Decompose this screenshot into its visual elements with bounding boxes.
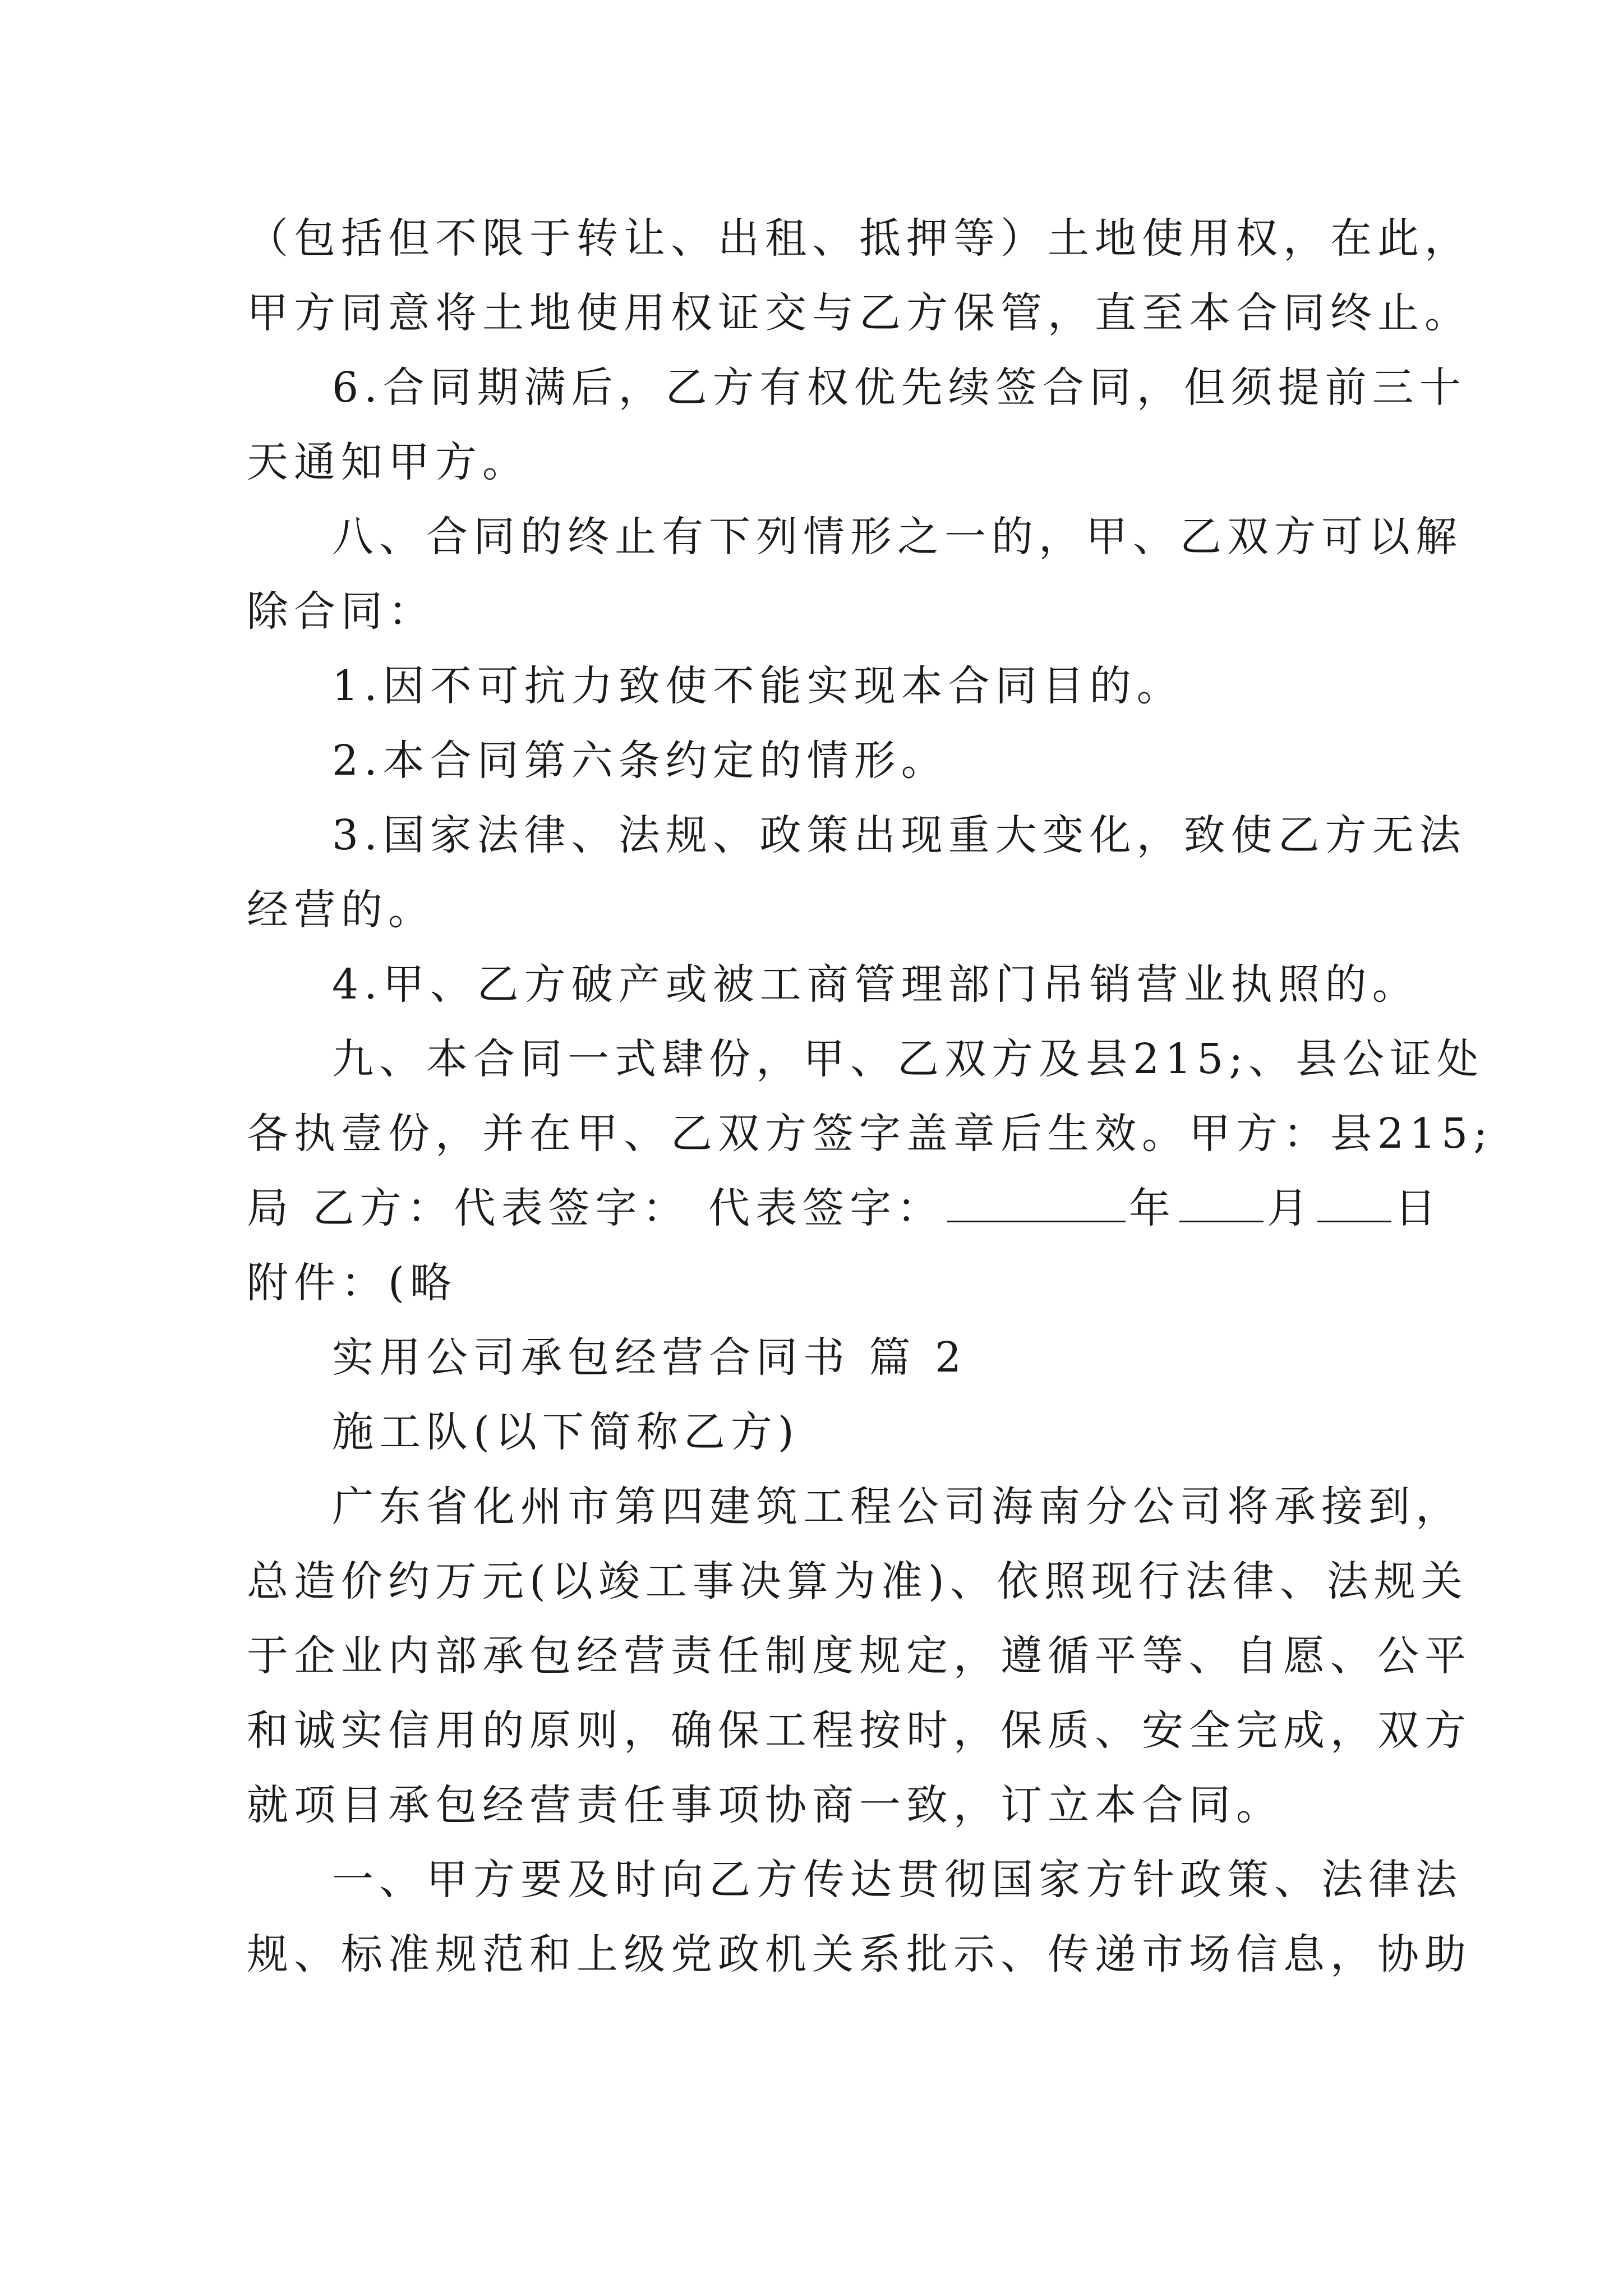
text-line: 1.因不可抗力致使不能实现本合同目的。 — [332, 662, 1184, 710]
text-line: 和诚实信用的原则，确保工程按时，保质、安全完成，双方 — [247, 1706, 1472, 1755]
year-label: 年 — [1129, 1184, 1177, 1232]
text-line: 就项目承包经营责任事项协商一致，订立本合同。 — [247, 1781, 1283, 1829]
text-line: 天通知甲方。 — [247, 438, 529, 486]
text-line: 广东省化州市第四建筑工程公司海南分公司将承接到， — [332, 1483, 1463, 1531]
text-line: 除合同： — [247, 587, 435, 636]
text-line: 九、本合同一式肆份，甲、乙双方及县215;、县公证处 — [332, 1035, 1484, 1083]
text-line: 施工队(以下简称乙方) — [332, 1408, 800, 1456]
month-blank — [1179, 1181, 1264, 1222]
text-line: 经营的。 — [247, 886, 435, 934]
signature-labels: 局 乙方：代表签字： 代表签字： — [247, 1184, 944, 1232]
text-line: 八、合同的终止有下列情形之一的，甲、乙双方可以解 — [332, 513, 1463, 561]
signature-line — [247, 1177, 1442, 1239]
text-line: 于企业内部承包经营责任制度规定，遵循平等、自愿、公平 — [247, 1632, 1472, 1680]
text-line: 6.合同期满后，乙方有权优先续签合同，但须提前三十 — [332, 364, 1467, 412]
day-label: 日 — [1395, 1184, 1442, 1232]
text-line: 2.本合同第六条约定的情形。 — [332, 737, 948, 785]
month-label: 月 — [1267, 1184, 1315, 1232]
text-line: 3.国家法律、法规、政策出现重大变化，致使乙方无法 — [332, 811, 1467, 859]
day-blank — [1317, 1181, 1391, 1222]
text-line: 总造价约万元(以竣工事决算为准)、依照现行法律、法规关 — [247, 1557, 1468, 1605]
year-blank — [947, 1181, 1126, 1222]
text-line: 4.甲、乙方破产或被工商管理部门吊销营业执照的。 — [332, 960, 1419, 1009]
text-line: 甲方同意将土地使用权证交与乙方保管，直至本合同终止。 — [247, 289, 1472, 337]
text-line: （包括但不限于转让、出租、抵押等）土地使用权，在此， — [247, 214, 1472, 263]
section-heading: 实用公司承包经营合同书 篇 2 — [332, 1333, 967, 1382]
text-line: 一、甲方要及时向乙方传达贯彻国家方针政策、法律法 — [332, 1856, 1463, 1904]
text-line: 各执壹份，并在甲、乙双方签字盖章后生效。甲方：县215; — [247, 1110, 1493, 1158]
text-line: 附件：(略 — [247, 1259, 457, 1307]
text-line: 规、标准规范和上级党政机关系批示、传递市场信息，协助 — [247, 1930, 1472, 1978]
